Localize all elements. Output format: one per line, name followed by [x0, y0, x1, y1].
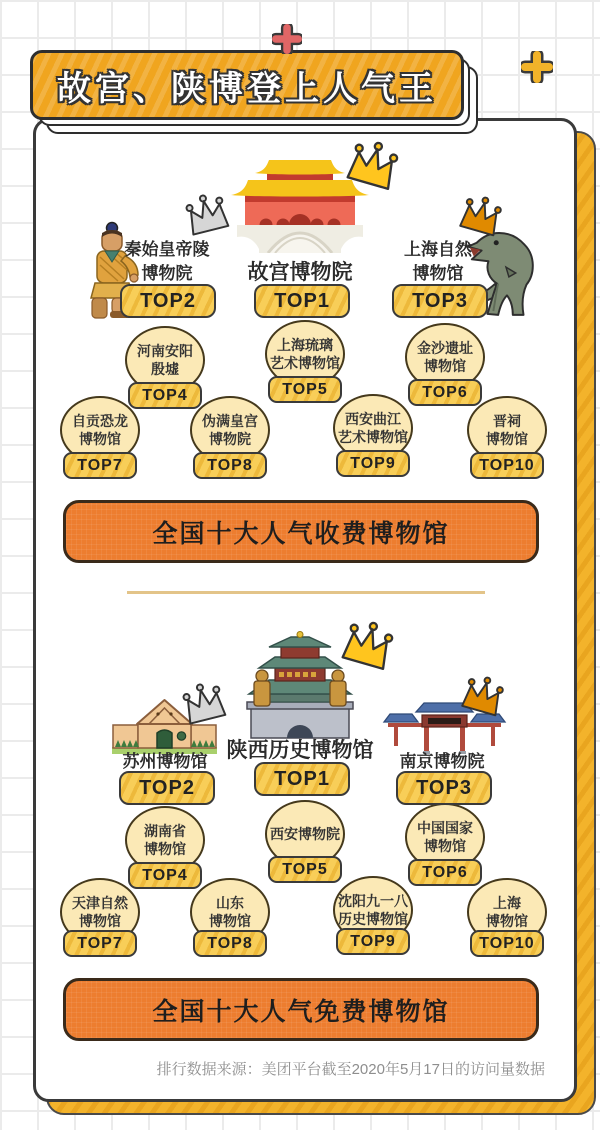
museum-name-line: 博物馆: [209, 913, 251, 929]
rank-badge-paid-top4: TOP4: [128, 382, 202, 409]
museum-name-line: 西安曲江: [345, 410, 401, 427]
rank-badge-free-top4: TOP4: [128, 862, 202, 889]
plus-red-icon: [272, 24, 302, 54]
rank-badge-paid-top8: TOP8: [193, 452, 267, 479]
museum-name-line: 博物院: [141, 263, 193, 283]
museum-name-line: 上海琉璃: [277, 336, 333, 353]
museum-name-line: 秦始皇帝陵: [124, 240, 210, 259]
rank-badge-free-top7: TOP7: [63, 930, 137, 957]
rank-badge-paid-top9: TOP9: [336, 450, 410, 477]
rank-badge-free-top8: TOP8: [193, 930, 267, 957]
museum-name-line: 博物馆: [424, 358, 466, 374]
museum-name-line: 博物院: [209, 431, 251, 447]
museum-name-line: 伪满皇宫: [202, 412, 258, 429]
rank-badge-paid-top10: TOP10: [470, 452, 544, 479]
museum-name-line: 山东: [216, 894, 244, 911]
museum-name-line: 南京博物院: [399, 752, 485, 771]
museum-name-line: 河南安阳: [137, 342, 193, 359]
section-banner-free: 全国十大人气免费博物馆: [63, 978, 539, 1041]
museum-name-line: 殷墟: [151, 361, 179, 377]
museum-name-line: 博物馆: [144, 841, 186, 857]
museum-name-paid-top3: [368, 238, 508, 286]
museum-name-line: 历史博物馆: [338, 911, 408, 927]
rank-badge-free-top9: TOP9: [336, 928, 410, 955]
rank-badge-free-top10: TOP10: [470, 930, 544, 957]
rank-badge-paid-top7: TOP7: [63, 452, 137, 479]
museum-name-line: 苏州博物馆: [122, 752, 208, 771]
rank-badge-paid-top5: TOP5: [268, 376, 342, 403]
rank-badge-paid-top6: TOP6: [408, 379, 482, 406]
museum-name-line: 博物馆: [79, 431, 121, 447]
museum-name-line: 艺术博物馆: [270, 355, 340, 371]
rank-badge-free-top2: TOP2: [119, 771, 215, 805]
museum-name-line: 天津自然: [72, 894, 128, 911]
page-title: 故宫、陕博登上人气王: [30, 50, 464, 120]
museum-name-line: 博物馆: [79, 913, 121, 929]
museum-name-line: 沈阳九一八: [338, 892, 408, 909]
museum-name-line: 上海: [493, 894, 521, 911]
museum-name-line: 博物馆: [412, 263, 464, 283]
data-source-note: 排行数据来源：美团平台截至2020年5月17日的访问量数据: [156, 1061, 545, 1078]
plus-yellow-icon: [521, 51, 553, 83]
section-banner-paid: 全国十大人气收费博物馆: [63, 500, 539, 563]
museum-name-line: 博物馆: [486, 913, 528, 929]
museum-name-line: 自贡恐龙: [72, 412, 128, 429]
museum-name-line: 金沙遗址: [417, 339, 473, 356]
rank-badge-paid-top1: TOP1: [254, 284, 350, 318]
rank-badge-free-top5: TOP5: [268, 856, 342, 883]
museum-name-paid-top2: [97, 238, 237, 286]
museum-name-line: 晋祠: [493, 412, 521, 429]
museum-name-free-top1: 陕西历史博物馆: [226, 739, 374, 762]
museum-name-line: 中国国家: [417, 819, 473, 836]
museum-name-line: 湖南省: [144, 822, 186, 839]
museum-name-line: 艺术博物馆: [338, 429, 408, 445]
rank-badge-free-top6: TOP6: [408, 859, 482, 886]
rank-badge-paid-top2: TOP2: [120, 284, 216, 318]
museum-name-line: 上海自然: [404, 240, 472, 259]
rank-badge-paid-top3: TOP3: [392, 284, 488, 318]
museum-name-line: 西安博物院: [270, 825, 340, 842]
museum-name-line: 博物馆: [424, 838, 466, 854]
museum-name-paid-top1: 故宫博物院: [247, 261, 353, 284]
museum-name-line: 博物馆: [486, 431, 528, 447]
section-divider: [127, 591, 485, 594]
rank-badge-free-top3: TOP3: [396, 771, 492, 805]
rank-badge-free-top1: TOP1: [254, 762, 350, 796]
